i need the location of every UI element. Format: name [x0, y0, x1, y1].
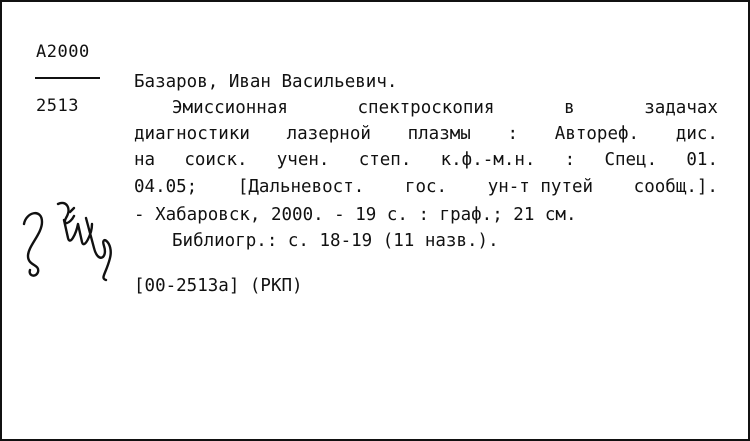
- title-word: Спец.: [604, 150, 658, 170]
- title-word: 01.: [686, 150, 718, 170]
- title-word: в: [564, 98, 575, 118]
- title-line-1: [172, 98, 718, 118]
- title-word: :: [564, 150, 576, 170]
- handwritten-mark: [14, 194, 124, 284]
- title-word: Эмиссионная: [172, 98, 288, 118]
- title-word: ун-т путей: [487, 177, 594, 197]
- imprint-line: - Хабаровск, 2000. - 19 с. : граф.; 21 см.: [134, 205, 577, 225]
- shelf-mark-divider: [35, 77, 100, 79]
- title-word: :: [507, 124, 519, 144]
- title-word: 04.05;: [134, 177, 198, 197]
- title-word: соиск.: [184, 150, 248, 170]
- title-word: спектроскопия: [357, 98, 495, 118]
- title-word: задачах: [644, 98, 718, 118]
- title-word: лазерной: [286, 124, 371, 144]
- title-word: [Дальневост.: [237, 177, 365, 197]
- bibliography-note: Библиогр.: с. 18-19 (11 назв.).: [172, 231, 499, 251]
- title-word: сообщ.].: [633, 177, 718, 197]
- title-word: диагностики: [134, 124, 250, 144]
- title-word: степ.: [358, 150, 412, 170]
- shelf-mark-bottom: 2513: [36, 96, 79, 116]
- title-word: учен.: [276, 150, 330, 170]
- title-word: к.ф.-м.н.: [440, 150, 536, 170]
- title-line-2: [134, 124, 718, 144]
- title-word: Автореф.: [554, 124, 640, 144]
- title-word: плазмы: [407, 124, 471, 144]
- title-word: на: [134, 150, 156, 170]
- title-word: дис.: [675, 124, 718, 144]
- title-line-3: [134, 150, 718, 170]
- record-number: [00-2513а] (РКП): [134, 276, 303, 296]
- title-word: гос.: [404, 177, 448, 197]
- title-line-4: [134, 177, 718, 197]
- shelf-mark-top: A2000: [36, 42, 90, 62]
- entry-heading: Базаров, Иван Васильевич.: [134, 72, 398, 92]
